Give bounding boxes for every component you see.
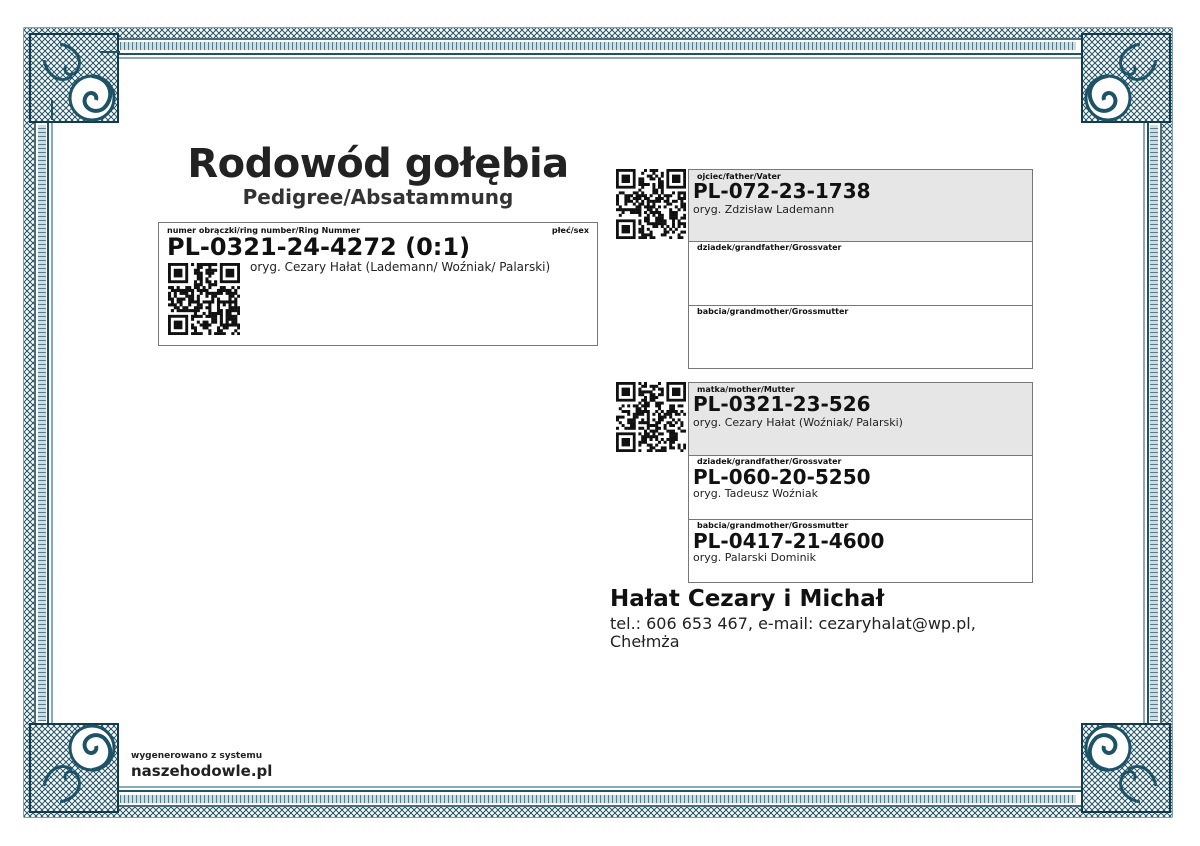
- maternal-grandmother-label: babcia/grandmother/Grossmutter: [697, 521, 849, 530]
- paternal-grandmother-label: babcia/grandmother/Grossmutter: [697, 307, 849, 316]
- mother-ring-number: PL-0321-23-526: [693, 392, 871, 416]
- mother-section: [688, 382, 1033, 583]
- father-label: ojciec/father/Vater: [697, 172, 781, 181]
- father-section: [688, 169, 1033, 369]
- pigeon-ring-number: PL-0321-24-4272 (0:1): [167, 233, 471, 261]
- pigeon-origin: oryg. Cezary Hałat (Lademann/ Woźniak/ Palarski): [250, 260, 551, 274]
- qr-code-icon: [168, 263, 240, 335]
- mother-origin: oryg. Cezary Hałat (Woźniak/ Palarski): [693, 416, 903, 429]
- maternal-grandfather-origin: oryg. Tadeusz Woźniak: [693, 487, 818, 500]
- pigeon-card: [158, 222, 598, 346]
- maternal-grandfather-ring-number: PL-060-20-5250: [693, 465, 871, 489]
- owner-name: Hałat Cezary i Michał: [610, 586, 885, 612]
- mother-label: matka/mother/Mutter: [697, 385, 795, 394]
- paternal-grandfather-card: [689, 242, 1032, 306]
- paternal-grandmother-card: [689, 306, 1032, 368]
- father-ring-number: PL-072-23-1738: [693, 179, 871, 203]
- paternal-grandfather-label: dziadek/grandfather/Grossvater: [697, 243, 842, 252]
- father-origin: oryg. Zdzisław Lademann: [693, 203, 835, 216]
- maternal-grandfather-card: [689, 456, 1032, 520]
- qr-code-icon: [616, 169, 686, 239]
- generated-label: wygenerowano z systemu: [131, 751, 263, 761]
- page-title: Rodowód gołębia: [187, 141, 569, 187]
- maternal-grandmother-ring-number: PL-0417-21-4600: [693, 529, 885, 553]
- mother-card: [689, 383, 1032, 456]
- maternal-grandmother-card: [689, 520, 1032, 582]
- owner-contact: tel.: 606 653 467, e-mail: cezaryhalat@wp.pl, Chełmża: [610, 614, 976, 651]
- sex-label: płeć/sex: [551, 226, 589, 235]
- page-subtitle: Pedigree/Absatammung: [242, 185, 514, 209]
- generator-site-link[interactable]: naszehodowle.pl: [131, 762, 273, 780]
- maternal-grandfather-label: dziadek/grandfather/Grossvater: [697, 457, 842, 466]
- ring-number-label: numer obrączki/ring number/Ring Nummer: [167, 226, 361, 235]
- qr-code-icon: [616, 382, 686, 452]
- maternal-grandmother-origin: oryg. Palarski Dominik: [693, 551, 816, 564]
- father-card: [689, 170, 1032, 242]
